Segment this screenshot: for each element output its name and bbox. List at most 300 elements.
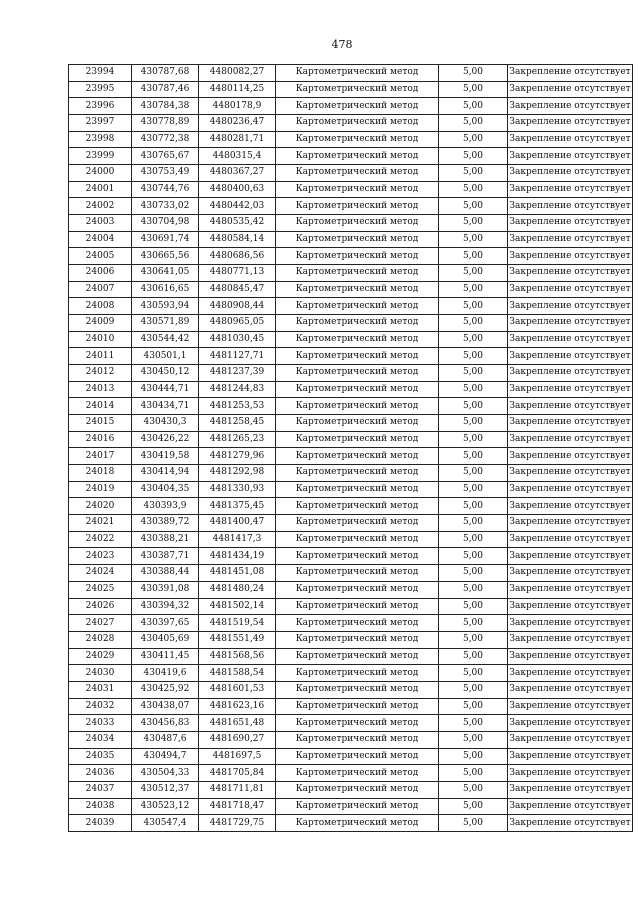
table-row [69,65,633,82]
x-coordinate-cell: 430641,05 [132,265,199,282]
x-coordinate-cell: 430778,89 [132,115,199,132]
y-coordinate-cell: 4480686,56 [199,248,276,265]
x-coordinate-cell: 430733,02 [132,198,199,215]
table-row [69,115,633,132]
point-number-cell: 24022 [69,531,132,548]
accuracy-cell: 5,00 [439,298,508,315]
x-coordinate-cell: 430391,08 [132,581,199,598]
accuracy-cell: 5,00 [439,381,508,398]
x-coordinate-cell: 430388,21 [132,531,199,548]
table-row [69,298,633,315]
y-coordinate-cell: 4481244,83 [199,381,276,398]
fixation-cell: Закрепление отсутствует [508,431,633,448]
accuracy-cell: 5,00 [439,531,508,548]
method-cell: Картометрический метод [276,615,439,632]
method-cell: Картометрический метод [276,265,439,282]
y-coordinate-cell: 4480367,27 [199,165,276,182]
table-body [69,65,633,832]
x-coordinate-cell: 430430,3 [132,415,199,432]
fixation-cell: Закрепление отсутствует [508,515,633,532]
table-row [69,648,633,665]
point-number-cell: 24025 [69,581,132,598]
table-row [69,615,633,632]
accuracy-cell: 5,00 [439,65,508,82]
y-coordinate-cell: 4480845,47 [199,281,276,298]
table-row [69,131,633,148]
y-coordinate-cell: 4481434,19 [199,548,276,565]
x-coordinate-cell: 430394,32 [132,598,199,615]
table-row [69,215,633,232]
point-number-cell: 24009 [69,315,132,332]
accuracy-cell: 5,00 [439,715,508,732]
point-number-cell: 24001 [69,181,132,198]
x-coordinate-cell: 430450,12 [132,365,199,382]
accuracy-cell: 5,00 [439,615,508,632]
method-cell: Картометрический метод [276,148,439,165]
accuracy-cell: 5,00 [439,348,508,365]
x-coordinate-cell: 430571,89 [132,315,199,332]
y-coordinate-cell: 4481690,27 [199,731,276,748]
method-cell: Картометрический метод [276,781,439,798]
point-number-cell: 24028 [69,631,132,648]
fixation-cell: Закрепление отсутствует [508,281,633,298]
fixation-cell: Закрепление отсутствует [508,81,633,98]
method-cell: Картометрический метод [276,765,439,782]
point-number-cell: 24002 [69,198,132,215]
table-row [69,248,633,265]
point-number-cell: 24030 [69,665,132,682]
table-row [69,231,633,248]
table-row [69,681,633,698]
fixation-cell: Закрепление отсутствует [508,448,633,465]
y-coordinate-cell: 4481601,53 [199,681,276,698]
y-coordinate-cell: 4481279,96 [199,448,276,465]
x-coordinate-cell: 430414,94 [132,465,199,482]
accuracy-cell: 5,00 [439,581,508,598]
x-coordinate-cell: 430504,33 [132,765,199,782]
accuracy-cell: 5,00 [439,631,508,648]
accuracy-cell: 5,00 [439,515,508,532]
x-coordinate-cell: 430616,65 [132,281,199,298]
method-cell: Картометрический метод [276,415,439,432]
method-cell: Картометрический метод [276,548,439,565]
accuracy-cell: 5,00 [439,265,508,282]
fixation-cell: Закрепление отсутствует [508,131,633,148]
accuracy-cell: 5,00 [439,698,508,715]
method-cell: Картометрический метод [276,431,439,448]
accuracy-cell: 5,00 [439,98,508,115]
accuracy-cell: 5,00 [439,148,508,165]
table-row [69,631,633,648]
method-cell: Картометрический метод [276,381,439,398]
table-row [69,548,633,565]
method-cell: Картометрический метод [276,531,439,548]
point-number-cell: 24018 [69,465,132,482]
x-coordinate-cell: 430404,35 [132,481,199,498]
y-coordinate-cell: 4481237,39 [199,365,276,382]
table-row [69,181,633,198]
accuracy-cell: 5,00 [439,315,508,332]
table-row [69,315,633,332]
x-coordinate-cell: 430405,69 [132,631,199,648]
x-coordinate-cell: 430419,6 [132,665,199,682]
point-number-cell: 24035 [69,748,132,765]
table-row [69,398,633,415]
point-number-cell: 24029 [69,648,132,665]
fixation-cell: Закрепление отсутствует [508,215,633,232]
accuracy-cell: 5,00 [439,565,508,582]
method-cell: Картометрический метод [276,331,439,348]
fixation-cell: Закрепление отсутствует [508,665,633,682]
y-coordinate-cell: 4481588,54 [199,665,276,682]
y-coordinate-cell: 4480442,03 [199,198,276,215]
x-coordinate-cell: 430753,49 [132,165,199,182]
x-coordinate-cell: 430544,42 [132,331,199,348]
point-number-cell: 23997 [69,115,132,132]
table-row [69,348,633,365]
x-coordinate-cell: 430434,71 [132,398,199,415]
fixation-cell: Закрепление отсутствует [508,565,633,582]
point-number-cell: 23995 [69,81,132,98]
x-coordinate-cell: 430444,71 [132,381,199,398]
method-cell: Картометрический метод [276,215,439,232]
fixation-cell: Закрепление отсутствует [508,148,633,165]
x-coordinate-cell: 430411,45 [132,648,199,665]
point-number-cell: 24013 [69,381,132,398]
accuracy-cell: 5,00 [439,765,508,782]
x-coordinate-cell: 430487,6 [132,731,199,748]
accuracy-cell: 5,00 [439,115,508,132]
y-coordinate-cell: 4481451,08 [199,565,276,582]
accuracy-cell: 5,00 [439,215,508,232]
y-coordinate-cell: 4481551,49 [199,631,276,648]
x-coordinate-cell: 430784,38 [132,98,199,115]
method-cell: Картометрический метод [276,298,439,315]
x-coordinate-cell: 430494,7 [132,748,199,765]
method-cell: Картометрический метод [276,315,439,332]
point-number-cell: 23999 [69,148,132,165]
method-cell: Картометрический метод [276,115,439,132]
accuracy-cell: 5,00 [439,598,508,615]
table-row [69,81,633,98]
point-number-cell: 24011 [69,348,132,365]
fixation-cell: Закрепление отсутствует [508,531,633,548]
table-row [69,531,633,548]
accuracy-cell: 5,00 [439,748,508,765]
table-row [69,365,633,382]
fixation-cell: Закрепление отсутствует [508,548,633,565]
table-row [69,665,633,682]
accuracy-cell: 5,00 [439,231,508,248]
y-coordinate-cell: 4481568,56 [199,648,276,665]
method-cell: Картометрический метод [276,665,439,682]
fixation-cell: Закрепление отсутствует [508,798,633,815]
x-coordinate-cell: 430425,92 [132,681,199,698]
x-coordinate-cell: 430593,94 [132,298,199,315]
point-number-cell: 24034 [69,731,132,748]
point-number-cell: 23996 [69,98,132,115]
point-number-cell: 24016 [69,431,132,448]
x-coordinate-cell: 430765,67 [132,148,199,165]
method-cell: Картометрический метод [276,598,439,615]
y-coordinate-cell: 4480584,14 [199,231,276,248]
y-coordinate-cell: 4480236,47 [199,115,276,132]
y-coordinate-cell: 4481697,5 [199,748,276,765]
method-cell: Картометрический метод [276,798,439,815]
table-row [69,498,633,515]
accuracy-cell: 5,00 [439,131,508,148]
table-row [69,565,633,582]
table-row [69,281,633,298]
method-cell: Картометрический метод [276,165,439,182]
x-coordinate-cell: 430456,83 [132,715,199,732]
table-row [69,715,633,732]
point-number-cell: 24021 [69,515,132,532]
x-coordinate-cell: 430547,4 [132,815,199,832]
fixation-cell: Закрепление отсутствует [508,248,633,265]
fixation-cell: Закрепление отсутствует [508,748,633,765]
method-cell: Картометрический метод [276,281,439,298]
fixation-cell: Закрепление отсутствует [508,481,633,498]
table-row [69,798,633,815]
method-cell: Картометрический метод [276,465,439,482]
method-cell: Картометрический метод [276,248,439,265]
y-coordinate-cell: 4480908,44 [199,298,276,315]
y-coordinate-cell: 4480771,13 [199,265,276,282]
method-cell: Картометрический метод [276,715,439,732]
y-coordinate-cell: 4481718,47 [199,798,276,815]
table-row [69,265,633,282]
fixation-cell: Закрепление отсутствует [508,231,633,248]
table-row [69,381,633,398]
accuracy-cell: 5,00 [439,665,508,682]
point-number-cell: 24015 [69,415,132,432]
x-coordinate-cell: 430787,46 [132,81,199,98]
y-coordinate-cell: 4481623,16 [199,698,276,715]
method-cell: Картометрический метод [276,198,439,215]
table-row [69,515,633,532]
fixation-cell: Закрепление отсутствует [508,815,633,832]
point-number-cell: 24006 [69,265,132,282]
y-coordinate-cell: 4480400,63 [199,181,276,198]
fixation-cell: Закрепление отсутствует [508,265,633,282]
method-cell: Картометрический метод [276,131,439,148]
y-coordinate-cell: 4480315,4 [199,148,276,165]
method-cell: Картометрический метод [276,81,439,98]
x-coordinate-cell: 430388,44 [132,565,199,582]
fixation-cell: Закрепление отсутствует [508,98,633,115]
fixation-cell: Закрепление отсутствует [508,581,633,598]
y-coordinate-cell: 4480082,27 [199,65,276,82]
point-number-cell: 24039 [69,815,132,832]
y-coordinate-cell: 4480281,71 [199,131,276,148]
fixation-cell: Закрепление отсутствует [508,781,633,798]
accuracy-cell: 5,00 [439,415,508,432]
x-coordinate-cell: 430744,76 [132,181,199,198]
fixation-cell: Закрепление отсутствует [508,165,633,182]
x-coordinate-cell: 430691,74 [132,231,199,248]
point-number-cell: 24031 [69,681,132,698]
method-cell: Картометрический метод [276,748,439,765]
fixation-cell: Закрепление отсутствует [508,381,633,398]
point-number-cell: 24026 [69,598,132,615]
method-cell: Картометрический метод [276,681,439,698]
y-coordinate-cell: 4481292,98 [199,465,276,482]
y-coordinate-cell: 4481729,75 [199,815,276,832]
y-coordinate-cell: 4480965,05 [199,315,276,332]
point-number-cell: 24019 [69,481,132,498]
point-number-cell: 24005 [69,248,132,265]
y-coordinate-cell: 4481030,45 [199,331,276,348]
x-coordinate-cell: 430787,68 [132,65,199,82]
point-number-cell: 24023 [69,548,132,565]
table-row [69,331,633,348]
fixation-cell: Закрепление отсутствует [508,598,633,615]
fixation-cell: Закрепление отсутствует [508,715,633,732]
table-row [69,765,633,782]
y-coordinate-cell: 4481519,54 [199,615,276,632]
fixation-cell: Закрепление отсутствует [508,498,633,515]
fixation-cell: Закрепление отсутствует [508,398,633,415]
point-number-cell: 24014 [69,398,132,415]
fixation-cell: Закрепление отсутствует [508,315,633,332]
accuracy-cell: 5,00 [439,465,508,482]
method-cell: Картометрический метод [276,448,439,465]
fixation-cell: Закрепление отсутствует [508,698,633,715]
point-number-cell: 24033 [69,715,132,732]
y-coordinate-cell: 4481417,3 [199,531,276,548]
y-coordinate-cell: 4481127,71 [199,348,276,365]
y-coordinate-cell: 4480114,25 [199,81,276,98]
table-row [69,98,633,115]
fixation-cell: Закрепление отсутствует [508,731,633,748]
point-number-cell: 24004 [69,231,132,248]
method-cell: Картометрический метод [276,515,439,532]
table-row [69,815,633,832]
fixation-cell: Закрепление отсутствует [508,765,633,782]
accuracy-cell: 5,00 [439,181,508,198]
y-coordinate-cell: 4481253,53 [199,398,276,415]
fixation-cell: Закрепление отсутствует [508,631,633,648]
fixation-cell: Закрепление отсутствует [508,181,633,198]
x-coordinate-cell: 430438,07 [132,698,199,715]
page-number: 478 [331,38,353,51]
table-row [69,748,633,765]
coordinates-table [68,64,633,832]
point-number-cell: 24012 [69,365,132,382]
x-coordinate-cell: 430426,22 [132,431,199,448]
accuracy-cell: 5,00 [439,498,508,515]
y-coordinate-cell: 4481711,81 [199,781,276,798]
point-number-cell: 24020 [69,498,132,515]
method-cell: Картометрический метод [276,98,439,115]
table-row [69,148,633,165]
method-cell: Картометрический метод [276,648,439,665]
fixation-cell: Закрепление отсутствует [508,115,633,132]
x-coordinate-cell: 430512,37 [132,781,199,798]
table-row [69,198,633,215]
fixation-cell: Закрепление отсутствует [508,65,633,82]
method-cell: Картометрический метод [276,365,439,382]
table-row [69,598,633,615]
accuracy-cell: 5,00 [439,281,508,298]
method-cell: Картометрический метод [276,498,439,515]
fixation-cell: Закрепление отсутствует [508,365,633,382]
accuracy-cell: 5,00 [439,798,508,815]
fixation-cell: Закрепление отсутствует [508,648,633,665]
method-cell: Картометрический метод [276,348,439,365]
y-coordinate-cell: 4480178,9 [199,98,276,115]
y-coordinate-cell: 4481502,14 [199,598,276,615]
point-number-cell: 24003 [69,215,132,232]
table-row [69,698,633,715]
accuracy-cell: 5,00 [439,448,508,465]
fixation-cell: Закрепление отсутствует [508,198,633,215]
accuracy-cell: 5,00 [439,198,508,215]
point-number-cell: 23994 [69,65,132,82]
point-number-cell: 24036 [69,765,132,782]
method-cell: Картометрический метод [276,181,439,198]
fixation-cell: Закрепление отсутствует [508,415,633,432]
x-coordinate-cell: 430704,98 [132,215,199,232]
x-coordinate-cell: 430397,65 [132,615,199,632]
y-coordinate-cell: 4481265,23 [199,431,276,448]
x-coordinate-cell: 430501,1 [132,348,199,365]
point-number-cell: 24027 [69,615,132,632]
method-cell: Картометрический метод [276,481,439,498]
x-coordinate-cell: 430393,9 [132,498,199,515]
y-coordinate-cell: 4480535,42 [199,215,276,232]
fixation-cell: Закрепление отсутствует [508,331,633,348]
point-number-cell: 24037 [69,781,132,798]
point-number-cell: 24007 [69,281,132,298]
table-row [69,415,633,432]
method-cell: Картометрический метод [276,581,439,598]
accuracy-cell: 5,00 [439,731,508,748]
method-cell: Картометрический метод [276,698,439,715]
y-coordinate-cell: 4481375,45 [199,498,276,515]
accuracy-cell: 5,00 [439,81,508,98]
y-coordinate-cell: 4481400,47 [199,515,276,532]
y-coordinate-cell: 4481330,93 [199,481,276,498]
method-cell: Картометрический метод [276,731,439,748]
fixation-cell: Закрепление отсутствует [508,348,633,365]
point-number-cell: 24038 [69,798,132,815]
method-cell: Картометрический метод [276,631,439,648]
point-number-cell: 24008 [69,298,132,315]
fixation-cell: Закрепление отсутствует [508,298,633,315]
table-row [69,165,633,182]
method-cell: Картометрический метод [276,398,439,415]
accuracy-cell: 5,00 [439,165,508,182]
table-row [69,465,633,482]
y-coordinate-cell: 4481480,24 [199,581,276,598]
x-coordinate-cell: 430523,12 [132,798,199,815]
method-cell: Картометрический метод [276,565,439,582]
fixation-cell: Закрепление отсутствует [508,615,633,632]
method-cell: Картометрический метод [276,231,439,248]
accuracy-cell: 5,00 [439,248,508,265]
y-coordinate-cell: 4481705,84 [199,765,276,782]
method-cell: Картометрический метод [276,815,439,832]
accuracy-cell: 5,00 [439,681,508,698]
table-row [69,431,633,448]
point-number-cell: 24032 [69,698,132,715]
table-row [69,448,633,465]
accuracy-cell: 5,00 [439,331,508,348]
table-row [69,781,633,798]
x-coordinate-cell: 430387,71 [132,548,199,565]
